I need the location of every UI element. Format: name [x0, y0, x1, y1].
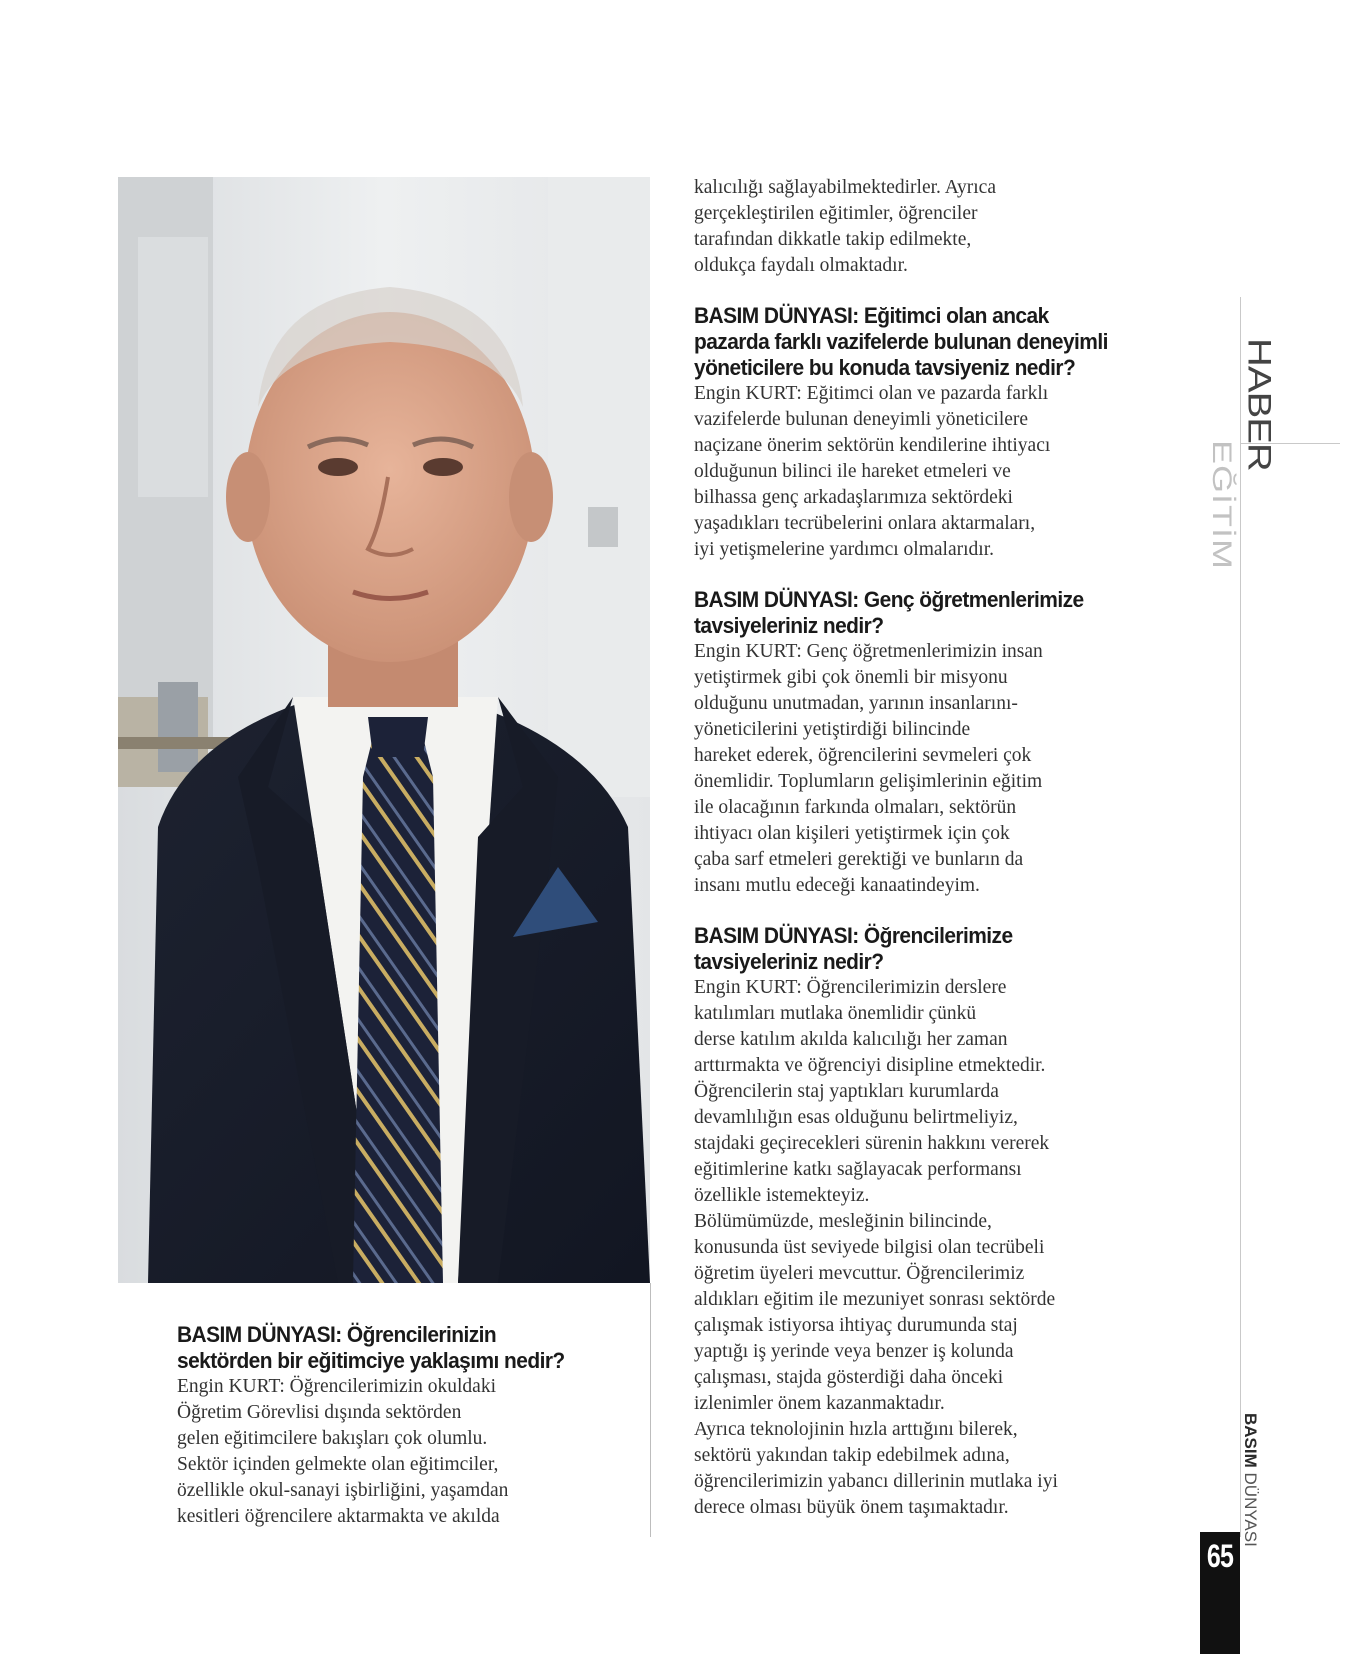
answer-text: Engin KURT: Öğrencilerimizin okuldaki Öğretim Görevlisi dışında sektörden gelen eğitimcilere bakışları çok olumlu. Sektör içinden gelmekte olan eğitimciler, özellikle okul-sanayi işbirliğini, yaşamdan kesitleri öğrencilere aktarmakta ve akılda	[177, 1376, 509, 1527]
answer-text: Engin KURT: Eğitimci olan ve pazarda farklı vazifelerde bulunan deneyimli yöneticilere naçizane önerim sektörün kendilerine ihtiyacı olduğunun bilinci ile hareket etmeleri ve bilhassa genç arkadaşlarımıza sektördeki yaşadıkları tecrübelerini onlara aktarmaları, iyi yetişmelerine yardımcı olmalarıdır.	[694, 383, 1051, 560]
page-number: 65	[1206, 1538, 1234, 1574]
question-heading: BASIM DÜNYASI: Öğrencilerinizin sektörden bir eğitimciye yaklaşımı nedir?	[177, 1322, 565, 1373]
column-divider	[650, 1283, 651, 1537]
portrait-illustration	[118, 177, 650, 1283]
magazine-name-bold: BASIM	[1241, 1413, 1260, 1468]
page-number-box	[1200, 1532, 1240, 1654]
continuation-text: kalıcılığı sağlayabilmektedirler. Ayrıca gerçekleştirilen eğitimler, öğrenciler tarafından dikkatle takip edilmekte, oldukça faydalı olmaktadır.	[694, 177, 996, 276]
question-heading: BASIM DÜNYASI: Öğrencilerimize tavsiyeleriniz nedir?	[694, 923, 1013, 974]
section-label: HABER	[1241, 338, 1277, 471]
question-heading: BASIM DÜNYASI: Genç öğretmenlerimize tavsiyeleriniz nedir?	[694, 587, 1084, 638]
qa-block	[694, 923, 1134, 1521]
right-column	[694, 175, 1134, 1545]
sidebar-rule	[1240, 297, 1241, 1537]
qa-block	[694, 587, 1134, 899]
portrait-photo	[118, 177, 650, 1283]
magazine-name	[1240, 1413, 1260, 1547]
answer-text: Engin KURT: Genç öğretmenlerimizin insan yetiştirmek gibi çok önemli bir misyonu olduğunu unutmadan, yarının insanlarını- yöneticilerini yetiştirdiği bilincinde hareket ederek, öğrencilerini sevmeleri çok önemlidir. Toplumların gelişimlerinin eğitim ile olacağının farkında olmaları, sektörün ihtiyacı olan kişileri yetiştirmek için çok çaba sarf etmeleri gerektiği ve bunların da insanı mutlu edeceği kanaatindeyim.	[694, 641, 1043, 896]
left-column	[177, 1322, 627, 1530]
qa-block	[694, 303, 1134, 563]
answer-text: Engin KURT: Öğrencilerimizin derslere katılımları mutlaka önemlidir çünkü derse katılım akılda kalıcılığı her zaman arttırmakta ve öğrenciyi disipline etmektedir. Öğrencilerin staj yaptıkları kurumlarda devamlılığın esas olduğunu belirtmeliyiz, stajdaki geçirecekleri sürenin hakkını vererek eğitimlerine katkı sağlayacak performansı özellikle istemekteyiz. Bölümümüzde, mesleğinin bilincinde, konusunda üst seviyede bilgisi olan tecrübeli öğretim üyeleri mevcuttur. Öğrencilerimiz aldıkları eğitim ile mezuniyet sonrası sektörde çalışmak istiyorsa ihtiyaç durumunda staj yaptığı iş yerinde veya benzer iş kolunda çalışması, stajda gösterdiği daha önceki izlenimler önem kazanmaktadır. Ayrıca teknolojinin hızla arttığını bilerek, sektörü yakından takip edebilmek adına, öğrencilerimizin yabancı dillerinin mutlaka iyi derece olması büyük önem taşımaktadır.	[694, 977, 1058, 1518]
subsection-label: EĞİTİM	[1207, 440, 1238, 570]
question-heading: BASIM DÜNYASI: Eğitimci olan ancak pazarda farklı vazifelerde bulunan deneyimli yöneticilere bu konuda tavsiyeniz nedir?	[694, 303, 1108, 380]
magazine-name-light: DÜNYASI	[1241, 1472, 1260, 1547]
